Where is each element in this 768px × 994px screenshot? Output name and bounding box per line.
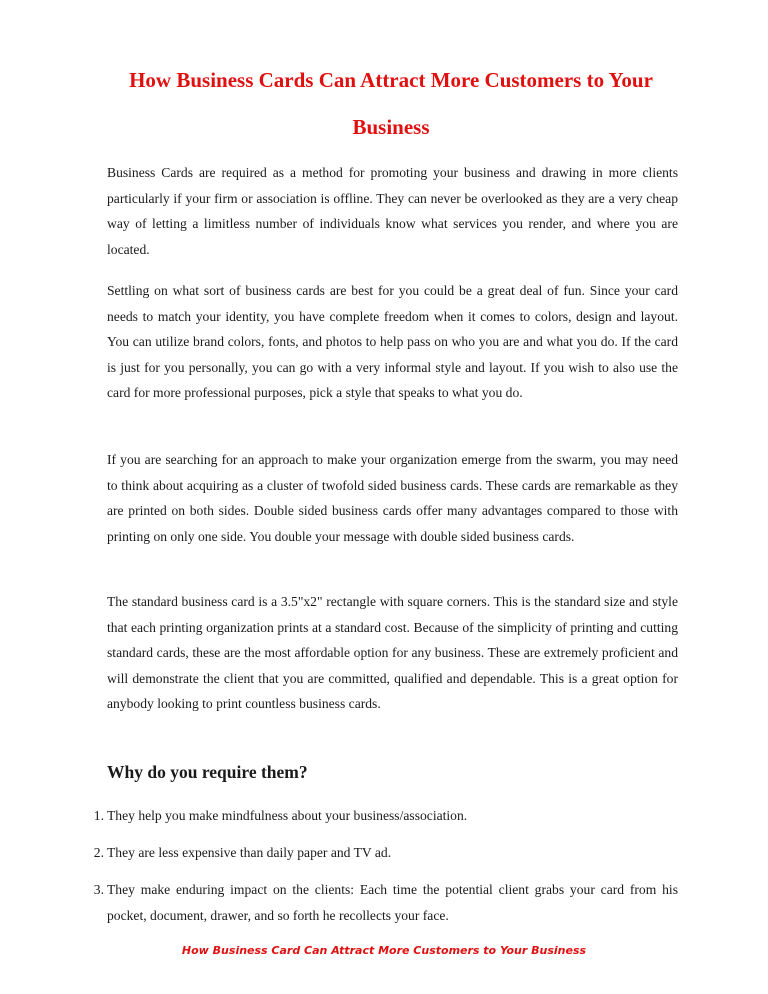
list-number: 3.	[93, 882, 104, 897]
paragraph-standard-card: The standard business card is a 3.5"x2" rectangle with square corners. This is the standard size and style that each printing organization prints at a standard cost. Because of the simplicity of printing and cutting standard cards, these are the most affordable option for any business. These are extremely proficient and will demonstrate the client that you are committed, qualified and dependable. This is a great option for anybody looking to print countless business cards.	[107, 594, 678, 712]
list-number: 2.	[93, 845, 104, 860]
list-item	[93, 877, 678, 928]
page-title: How Business Cards Can Attract More Customers to Your Business	[129, 68, 653, 139]
list-number: 1.	[93, 808, 104, 823]
paragraph-double-sided: If you are searching for an approach to make your organization emerge from the swarm, you may need to think about acquiring as a cluster of twofold sided business cards. These cards are remarkable as they are printed on both sides. Double sided business cards offer many advantages compared to those with printing on only one side. You double your message with double sided business cards.	[107, 452, 678, 544]
list-item-text: They are less expensive than daily paper and TV ad.	[107, 845, 392, 860]
list-item	[93, 803, 678, 829]
list-item-text: They help you make mindfulness about your business/association.	[107, 808, 468, 823]
page-footer: How Business Card Can Attract More Customers to Your Business	[181, 944, 587, 957]
list-item	[93, 840, 678, 866]
paragraph-intro: Business Cards are required as a method for promoting your business and drawing in more clients particularly if your firm or association is offline. They can never be overlooked as they are a very cheap way of letting a limitless number of individuals know what services you render, and where you are located.	[107, 165, 678, 257]
section-heading: Why do you require them?	[107, 762, 308, 782]
paragraph-design: Settling on what sort of business cards are best for you could be a great deal of fun. Since your card needs to match your identity, you have complete freedom when it comes to colors, design and layout. You can utilize brand colors, fonts, and photos to help pass on who you are and what you do. If the card is just for you personally, you can go with a very informal style and layout. If you wish to also use the card for more professional purposes, pick a style that speaks to what you do.	[107, 283, 678, 401]
list-item-text: They make enduring impact on the clients: Each time the potential client grabs your card from his pocket, document, drawer, and so forth he recollects your face.	[107, 882, 678, 923]
